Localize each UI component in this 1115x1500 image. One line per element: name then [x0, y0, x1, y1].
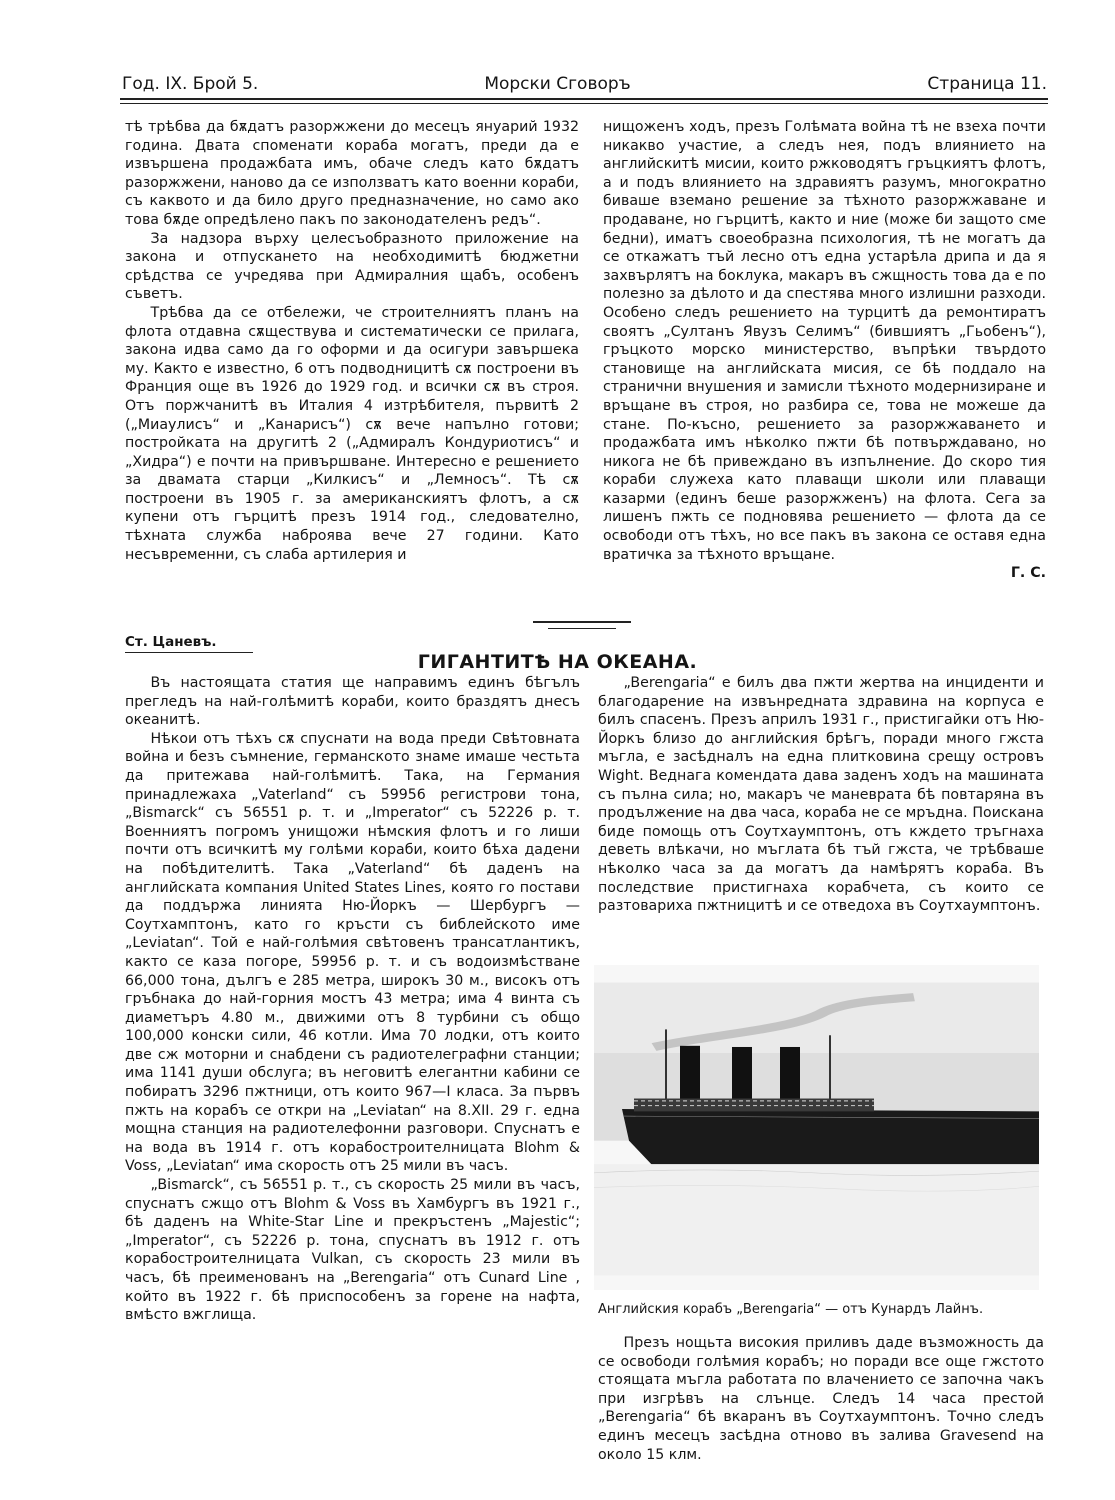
article-continuation	[598, 1334, 1044, 1464]
paragraph: Презъ нощьта високия приливъ даде възможность да се освободи голѣмия корабъ; но поради все още гжстото стоящата мъгла работата по влачението се започна чакъ при изгрѣвъ на слънце. Следъ 14 часа престой „Berengaria“ бѣ вкаранъ въ Соутхаумптонъ. Точно следъ единъ месецъ засѣдна отново въ залива Gravesend на около 15 клм.	[598, 1335, 1044, 1463]
top-right-column	[603, 118, 1046, 583]
top-left-column	[125, 118, 579, 564]
header-rule-thin	[120, 103, 1048, 104]
paragraph: Трѣбва да се отбележи, че строителниятъ планъ на флота отдавна сѫществува и систематически се прилага, закона идва само да го оформи и да осигури завършека му. Както е известно, 6 отъ подводницитѣ сѫ построени въ Франция още въ 1926 до 1929 год. и всички сѫ въ строя. Отъ поржчанитѣ въ Италия 4 изтрѣбителя, първитѣ 2 („Миаулисъ“ и „Канарисъ“) сѫ вече напълно готови; постройката на другитѣ 2 („Адмиралъ Кондуриотисъ“ и „Хидра“) е почти на привършване. Интересно е решението за двамата старци „Килкисъ“ и „Лемносъ“. Тѣ сѫ построени въ 1905 г. за американскиятъ флотъ, а сѫ купени отъ гърцитѣ презъ 1914 год., следователно, тѣхната служба наброява вече 27 години. Като несъвременни, съ слаба артилерия и	[125, 304, 579, 563]
article-left-column	[125, 674, 580, 1325]
header-rule	[120, 98, 1048, 100]
paragraph: Въ настоящата статия ще направимъ единъ бѣгълъ прегледъ на най-голѣмитѣ кораби, които браздятъ днесъ океанитѣ.	[125, 675, 580, 729]
paragraph: „Bismarck“, съ 56551 р. т., съ скорость 25 мили въ часъ, спуснатъ сжщо отъ Blohm & Voss въ Хамбургъ въ 1921 г., бѣ даденъ на White-Star Line и прекръстенъ „Majestic“; „Imperator“, съ 52226 р. тона, спуснатъ въ 1912 г. отъ корабостроителницата Vulkan, съ скорость 23 мили въ часъ, бѣ преименованъ на „Berengaria“ отъ Cunard Line , който въ 1922 г. бѣ приспособенъ за горене на нафта, вмѣсто вжглища.	[125, 1177, 580, 1324]
paragraph: тѣ трѣбва да бѫдатъ разоржжени до месецъ януарий 1932 година. Двата споменати кораба могатъ, преди да е извършена продажбата имъ, обаче следъ като бѫдатъ разоржжени, наново да се използватъ като военни кораби, съ каквото и да било друго предназначение, но само ако това бѫде опредѣлено пакъ по законодателенъ редъ“.	[125, 119, 579, 228]
article-title: ГИГАНТИТѢ НА ОКЕАНА.	[417, 651, 698, 673]
section-divider-short	[548, 628, 616, 629]
paragraph: „Berengaria“ е билъ два пжти жертва на инциденти и благодарение на извънредната здравина на корпуса е билъ спасенъ. Презъ априлъ 1931 г., пристигайки отъ Ню-Йоркъ близо до английския брѣгъ, поради много гжста мъгла, е засѣдналъ на една плитковина срещу островъ Wight. Веднага комендата дава заденъ ходъ на машината съ пълна сила; но, макаръ че маневрата бѣ повтаряна въ продължение на два часа, кораба не се мръдна. Поискана биде помощь отъ Соутхаумптонъ, отъ кждето тръгнаха деветь влѣкачи, но мъглата бѣ тъй гжста, че трѣбваше нѣколко часа за да могатъ да намѣрятъ кораба. Въ последствие пристигнаха корабчета, съ които се разтовариха пжтницитѣ и се отведоха въ Соутхаумптонъ.	[598, 675, 1044, 915]
ship-photo	[594, 965, 1039, 1290]
paragraph: За надзора върху целесъобразното приложение на закона и отпускането на необходимитѣ бюджетни срѣдства се учредява при Адмиралния щабъ, особенъ съветъ.	[125, 230, 579, 303]
section-divider	[533, 621, 631, 623]
author-name: Ст. Цаневъ.	[125, 634, 217, 650]
article-right-column	[598, 674, 1044, 916]
paragraph: Нѣкои отъ тѣхъ сѫ спуснати на вода преди Свѣтовната война и безъ съмнение, германското знаме имаше честьта да притежава най-голѣмитѣ. Така, на Германия принадлежаха „Vaterland“ съ 59956 регистрови тона, „Bismarck“ съ 56551 р. т. и „Imperator“ съ 52226 р. т. Военниятъ погромъ унищожи нѣмския флотъ и го лиши почти отъ всичкитѣ му голѣми кораби, които бѣха дадени на побѣдителитѣ. Така „Vaterland“ бѣ даденъ на английската компания United States Lines, която го постави да поддържа линията Ню-Йоркъ — Шербургъ — Соутхамптонъ, като го кръсти съ библейското име „Leviatan“. Той е най-голѣмия свѣтовенъ трансатлантикъ, както се каза погоре, 59956 р. т. и съ водоизмѣстване 66,000 тона, дългъ е 285 метра, широкъ 30 м., високъ отъ гръбнака до най-горния мостъ 43 метра; има 4 винта съ диаметъръ 4.80 м., движими отъ 8 турбини съ общо 100,000 конски сили, 46 котли. Има 70 лодки, отъ които две сж моторни и снабдени съ радиотелеграфни станции; има 1141 души обслуга; въ неговитѣ елегантни кабини се побиратъ 3296 пжтници, отъ които 967—I класа. За първъ пжть на корабъ се откри на „Leviatan“ на 8.XII. 29 г. една мощна станция на радиотелефонни разговори. Спуснатъ е на вода въ 1914 г. отъ корабостроителницата Blohm & Voss, „Leviatan“ има скорость отъ 25 мили въ часъ.	[125, 730, 580, 1175]
signature: Г. С.	[1010, 565, 1046, 582]
photo-caption: Английския корабъ „Berengaria“ — отъ Кунардъ Лайнъ.	[598, 1302, 984, 1317]
issue-info: Год. IX. Брой 5.	[122, 74, 259, 94]
paragraph: нищоженъ ходъ, презъ Голѣмата война тѣ не взеха почти никакво участие, а следъ нея, подъ влиянието на английскитѣ мисии, които ржководятъ гръцкиятъ флотъ, а и подъ влиянието на здравиятъ разумъ, многократно биваше вземано решение за тѣхното разоржжаване и продаване, но гърцитѣ, както и ние (може би защото сме бедни), иматъ своеобразна психология, тѣ не могатъ да се откажатъ тъй лесно отъ една устарѣла дрипа и да я захвърлятъ на боклука, макаръ въ сжщность това да е по полезно за дѣлото и да спестява много излишни разходи. Особено следъ решението на турцитѣ да ремонтиратъ своятъ „Султанъ Явузъ Селимъ“ (бившиятъ „Гьобенъ“), гръцкото морско министерство, въпрѣки твърдото становище на английската мисия, се бѣ поддало на странични внушения и замисли тѣхното модернизиране и връщане въ строя, но разбира се, това не можеше да стане. По-късно, решението за разоржжаването и продажбата имъ нѣколко пжти бѣ потвърждавано, но никога не бѣ привеждано въ изпълнение. До скоро тия кораби служеха като плаващи школи или плаващи казарми (единъ беше разоржженъ) на флота. Сега за лишенъ пжть се подновява решението — флота да се освободи отъ тѣхъ, но все пакъ въ закона се оставя една вратичка за тѣхното връщане.	[603, 119, 1046, 563]
journal-title: Морски Сговоръ	[484, 74, 631, 94]
page-number: Страница 11.	[927, 74, 1047, 94]
